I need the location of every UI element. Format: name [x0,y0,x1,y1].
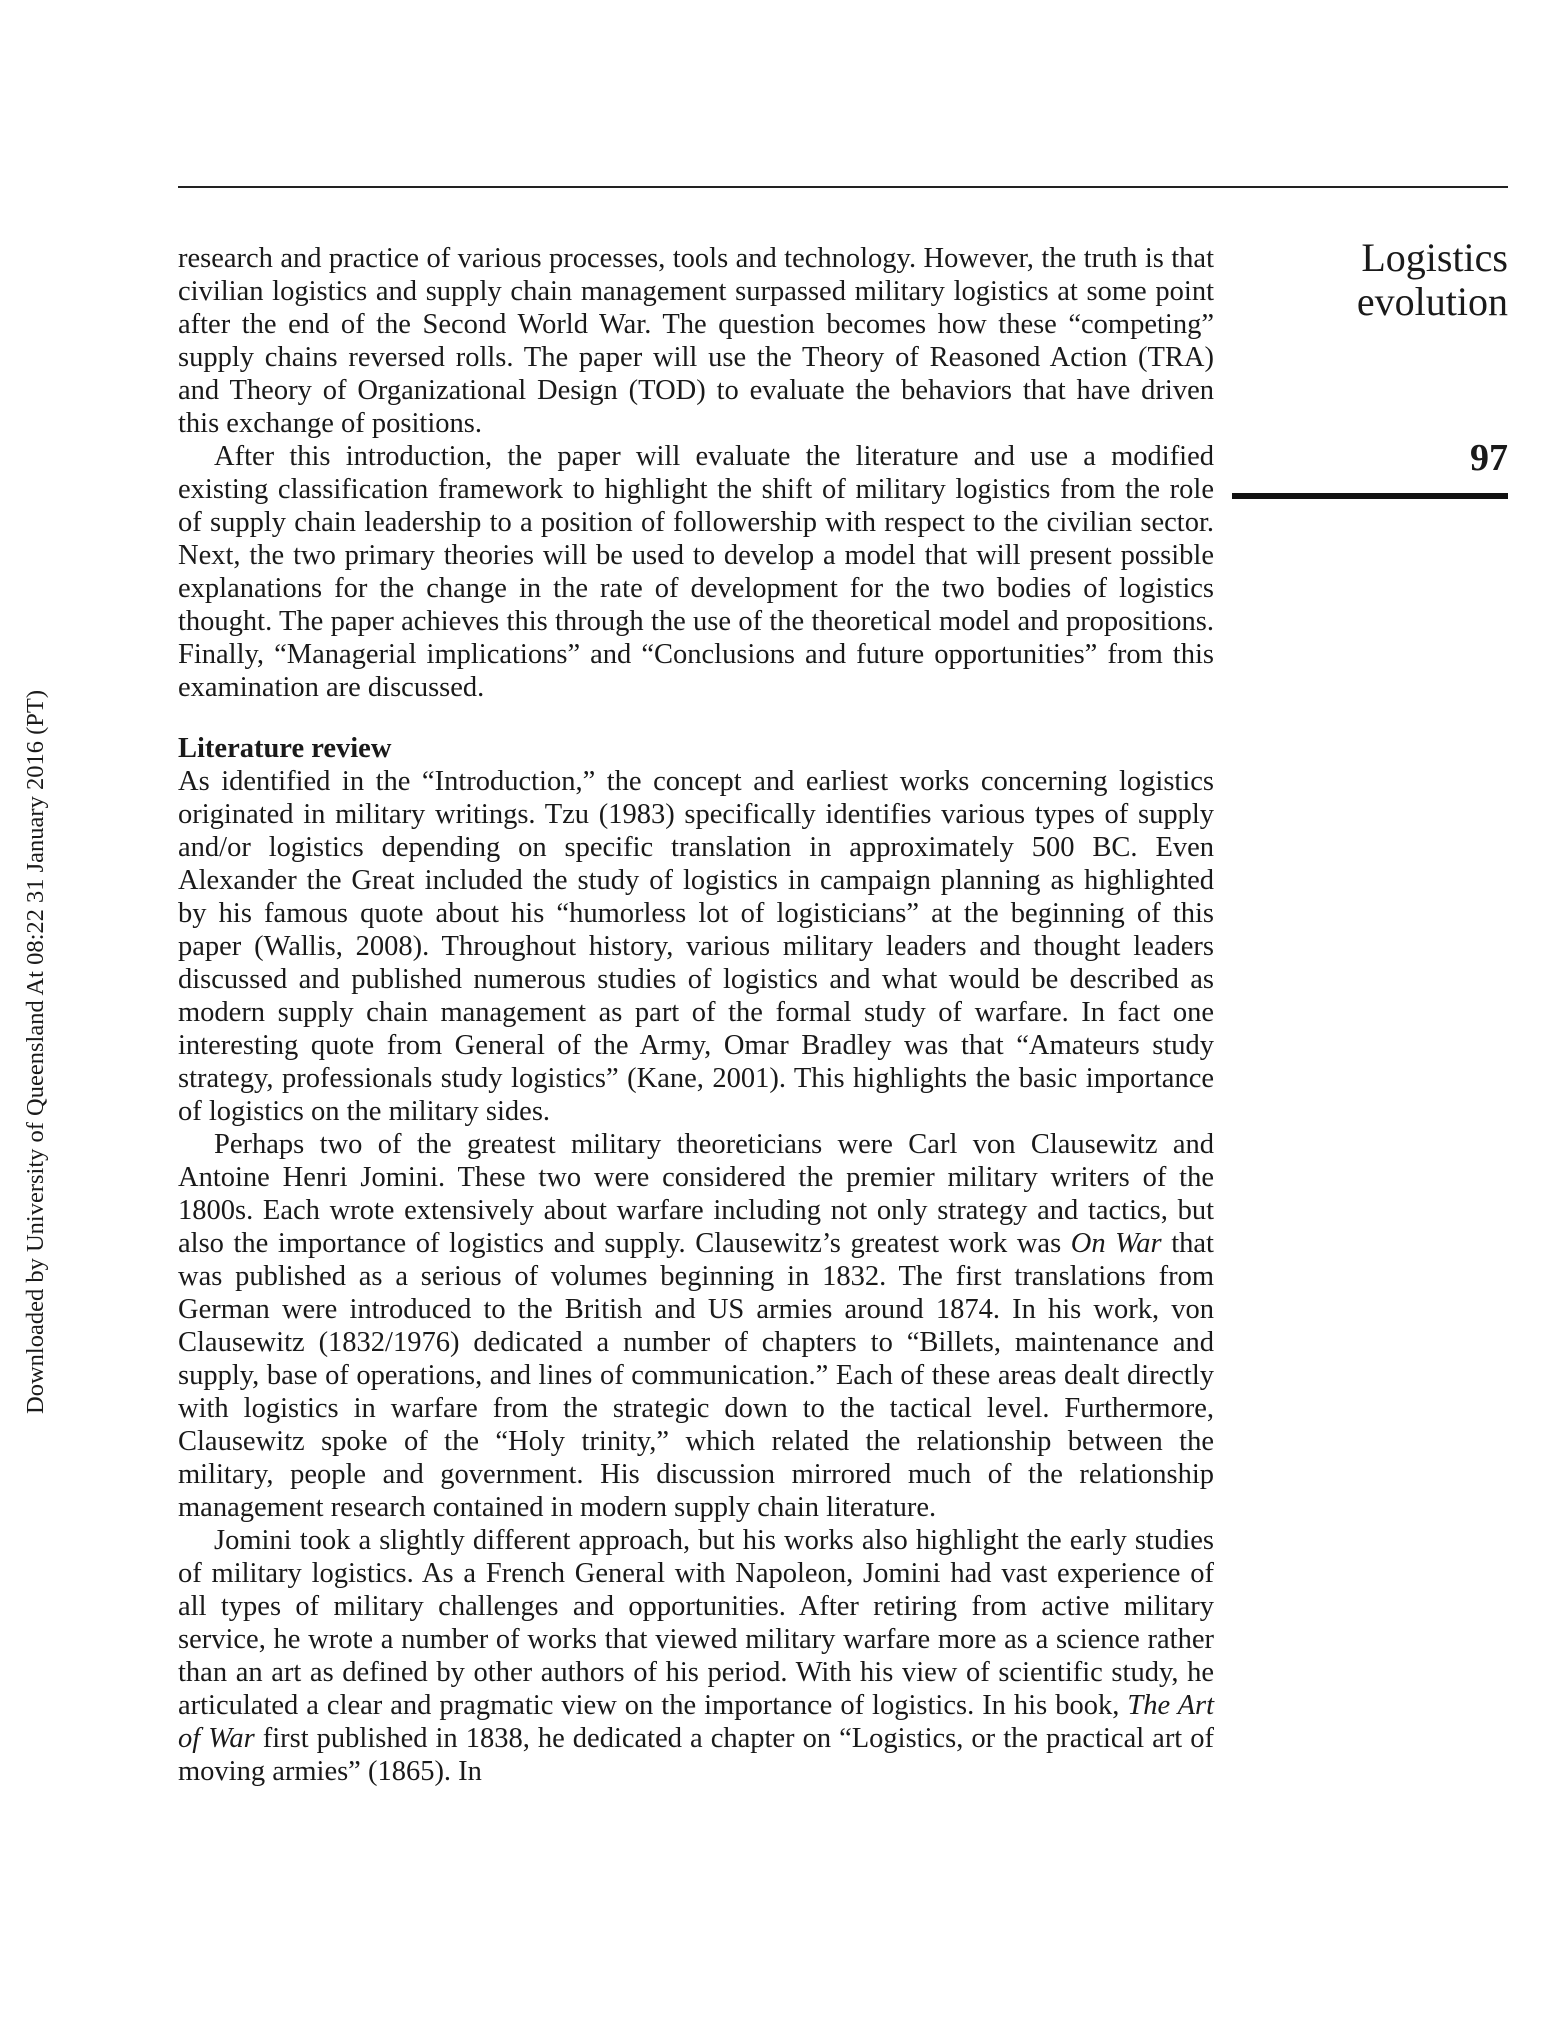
paragraph-5-text-b: first published in 1838, he dedicated a chapter on “Logistics, or the practical art of moving armies” (1865). In [178,1723,1214,1787]
running-head-line-1: Logistics [1361,235,1508,280]
page-number: 97 [1470,437,1508,479]
paragraph-4-text-a: Perhaps two of the greatest military theoreticians were Carl von Clausewitz and Antoine Henri Jomini. These two were considered the premier military writers of the 1800s. Each wrote extensively about warfare including not only strategy and tactics, but also the importance of logistics and supply. Clausewitz’s greatest work was [178,1129,1214,1259]
download-notice: Downloaded by University of Queensland At 08:22 31 January 2016 (PT) [22,690,49,1414]
book-title-art-of-war: The Art of War [178,1690,1215,1754]
paragraph-2: After this introduction, the paper will evaluate the literature and use a modified existing classification framework to highlight the shift of military logistics from the role of supply chain leadership to a position of followership with respect to the civilian sector. Next, the two primary theories will be used to develop a model that will present possible explanations for the change in the rate of development for the two bodies of logistics thought. The paper achieves this through the use of the theoretical model and propositions. Finally, “Managerial implications” and “Conclusions and future opportunities” from this examination are discussed. [178,441,1214,703]
paragraph-3: As identified in the “Introduction,” the concept and earliest works concerning logistics originated in military writings. Tzu (1983) specifically identifies various types of supply and/or logistics depending on specific translation in approximately 500 BC. Even Alexander the Great included the study of logistics in campaign planning as highlighted by his famous quote about his “humorless lot of logisticians” at the beginning of this paper (Wallis, 2008). Throughout history, various military leaders and thought leaders discussed and published numerous studies of logistics and what would be described as modern supply chain management as part of the formal study of warfare. In fact one interesting quote from General of the Army, Omar Bradley was that “Amateurs study strategy, professionals study logistics” (Kane, 2001). This highlights the basic importance of logistics on the military sides. [178,766,1214,1127]
book-title-on-war: On War [1070,1228,1162,1259]
page-number-rule [1232,493,1508,499]
paragraph-5-text-a: Jomini took a slightly different approach, but his works also highlight the early studies of military logistics. As a French General with Napoleon, Jomini had vast experience of all types of military challenges and opportunities. After retiring from active military service, he wrote a number of works that viewed military warfare more as a science rather than an art as defined by other authors of his period. With his view of scientific study, he articulated a clear and pragmatic view on the importance of logistics. In his book, [178,1525,1214,1721]
paragraph-4-text-b: that was published as a serious of volumes beginning in 1832. The first translations from German were introduced to the British and US armies around 1874. In his work, von Clausewitz (1832/1976) dedicated a number of chapters to “Billets, maintenance and supply, base of operations, and lines of communication.” Each of these areas dealt directly with logistics in warfare from the strategic down to the tactical level. Furthermore, Clausewitz spoke of the “Holy trinity,” which related the relationship between the military, people and government. His discussion mirrored much of the relationship management research contained in modern supply chain literature. [178,1228,1214,1523]
paragraph-4 [178,1128,1214,1524]
top-rule [178,186,1508,188]
body-text [178,242,1214,1788]
paragraph-5 [178,1524,1214,1788]
running-head [1240,236,1508,324]
paragraph-1: research and practice of various processes, tools and technology. However, the truth is that civilian logistics and supply chain management surpassed military logistics at some point after the end of the Second World War. The question becomes how these “competing” supply chains reversed rolls. The paper will use the Theory of Reasoned Action (TRA) and Theory of Organizational Design (TOD) to evaluate the behaviors that have driven this exchange of positions. [178,243,1214,439]
running-head-line-2: evolution [1356,279,1508,324]
section-heading-literature-review: Literature review [178,733,392,764]
